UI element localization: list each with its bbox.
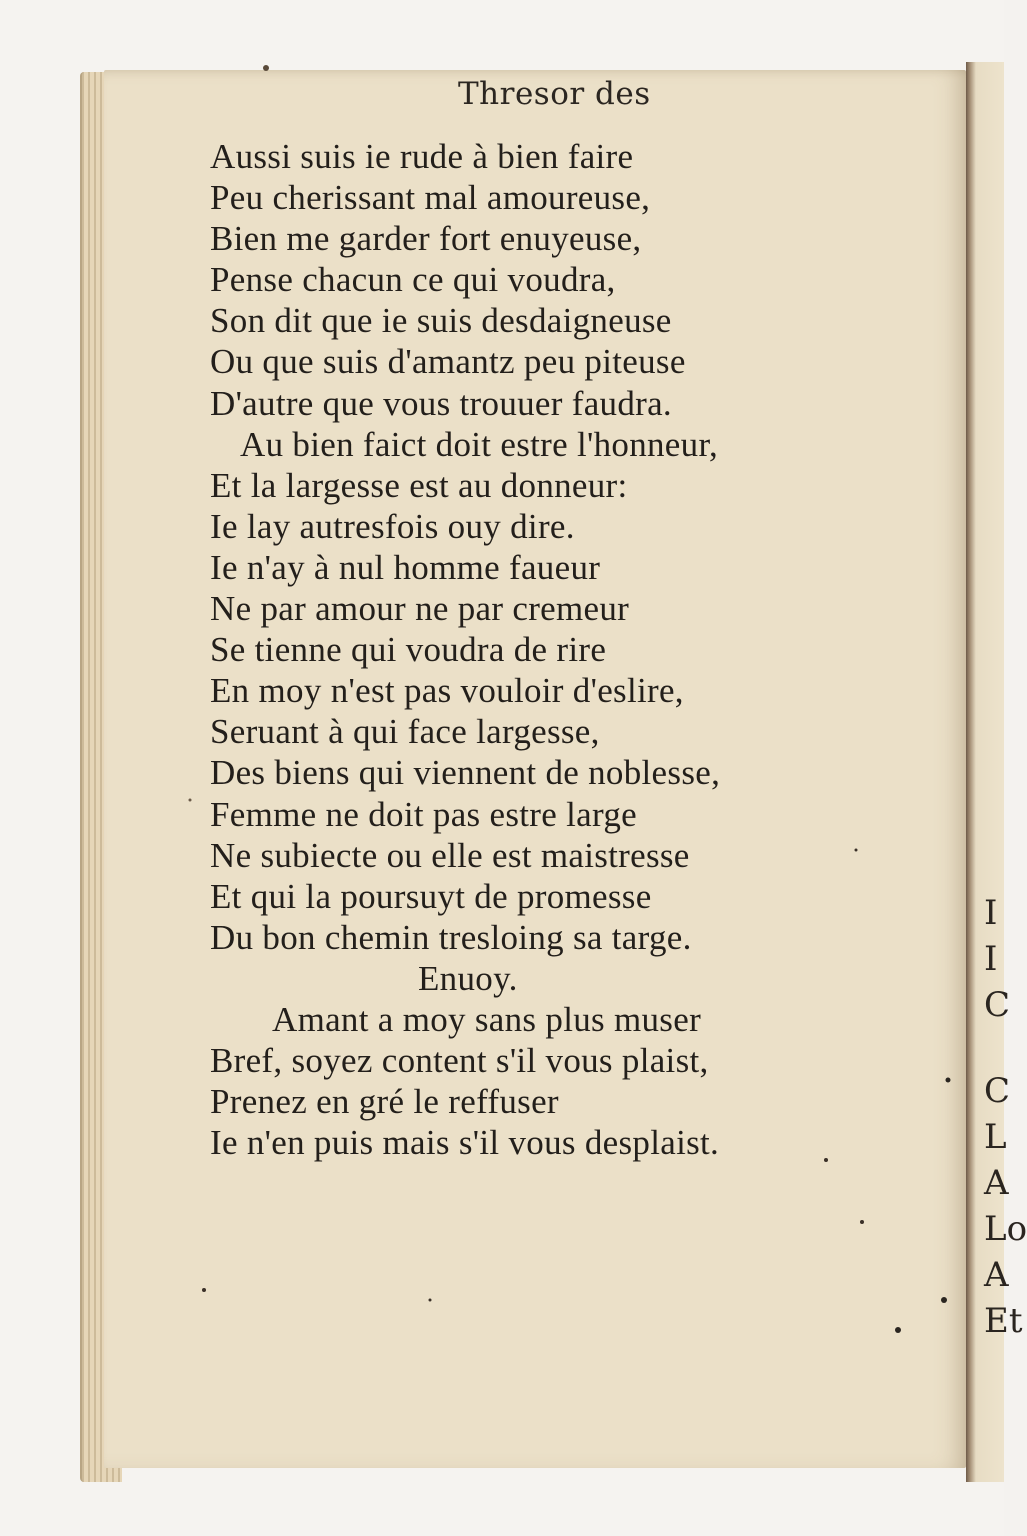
- poem-line: Ie n'en puis mais s'il vous desplaist.: [210, 1123, 720, 1163]
- poem-line: D'autre que vous trouuer faudra.: [210, 383, 672, 423]
- poem-line: Prenez en gré le reffuser: [210, 1082, 559, 1122]
- poem-line: Et qui la poursuyt de promesse: [210, 876, 652, 916]
- poem-line: Bien me garder fort enuyeuse,: [210, 219, 642, 259]
- poem-line: Amant a moy sans plus muser: [272, 999, 702, 1039]
- poem-line: Son dit que ie suis desdaigneuse: [210, 301, 672, 341]
- poem-line: Aussi suis ie rude à bien faire: [210, 137, 634, 176]
- facing-letter: Lo: [984, 1209, 1027, 1249]
- poem-line: Du bon chemin tresloing sa targe.: [210, 917, 692, 957]
- facing-letter: I: [984, 939, 998, 979]
- poem-line: Femme ne doit pas estre large: [210, 794, 637, 834]
- poem-line: Seruant à qui face largesse,: [210, 712, 600, 752]
- poem-line: Ie n'ay à nul homme faueur: [210, 547, 601, 587]
- poem-line: Bref, soyez content s'il vous plaist,: [210, 1041, 709, 1081]
- poem-line: Et la largesse est au donneur:: [210, 465, 628, 505]
- poem-line: Des biens qui viennent de noblesse,: [210, 753, 721, 793]
- facing-page-text: [984, 890, 1027, 1344]
- poem-line: Peu cherissant mal amoureuse,: [210, 178, 651, 218]
- facing-letter: I: [984, 893, 998, 933]
- poem-line: Se tienne qui voudra de rire: [210, 630, 607, 670]
- poem-line: Ou que suis d'amantz peu piteuse: [210, 342, 686, 382]
- poem-text: [210, 136, 860, 1163]
- envoy-heading: Enuoy.: [418, 958, 518, 998]
- poem-line: Ne subiecte ou elle est maistresse: [210, 835, 690, 875]
- facing-letter: A: [984, 1255, 1009, 1295]
- facing-letter: C: [984, 1071, 1011, 1111]
- poem-line: Pense chacun ce qui voudra,: [210, 260, 616, 300]
- poem-line: En moy n'est pas vouloir d'eslire,: [210, 671, 684, 711]
- facing-letter: C: [984, 985, 1011, 1025]
- facing-gap: [984, 1028, 1004, 1068]
- poem-line: Au bien faict doit estre l'honneur,: [240, 424, 719, 464]
- facing-letter: Et: [984, 1301, 1023, 1341]
- facing-letter: L: [984, 1117, 1007, 1157]
- poem-line: Ie lay autresfois ouy dire.: [210, 506, 575, 546]
- running-title: Thresor des: [458, 76, 651, 112]
- poem-line: Ne par amour ne par cremeur: [210, 589, 630, 629]
- facing-letter: A: [984, 1163, 1009, 1203]
